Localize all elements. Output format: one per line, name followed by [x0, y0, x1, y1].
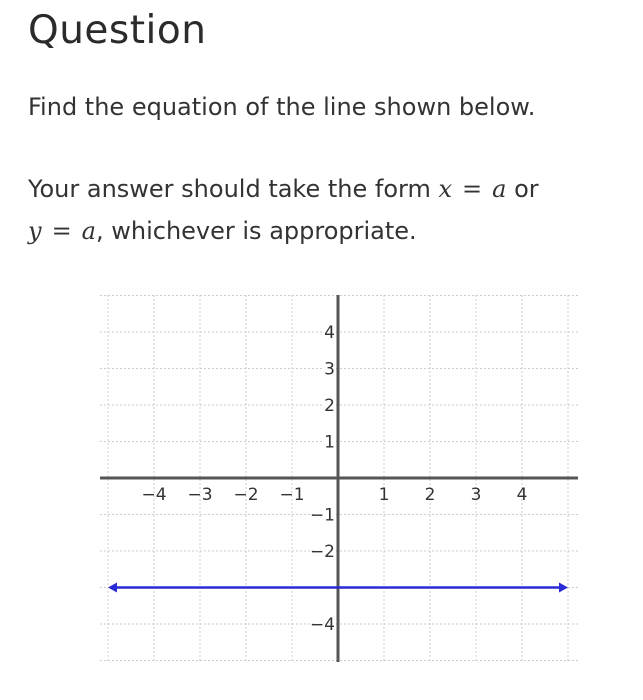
instruction-prefix: Your answer should take the form — [28, 175, 439, 203]
arrow-left-icon — [108, 583, 117, 593]
y-tick-label: −4 — [309, 615, 335, 635]
y-tick-label: −2 — [309, 542, 335, 562]
instruction-text: Find the equation of the line shown below. — [28, 93, 536, 121]
math-x-variable: x — [438, 175, 453, 203]
arrow-right-icon — [559, 583, 568, 593]
math-equals-sign: = — [462, 175, 483, 203]
x-tick-label: 3 — [470, 485, 482, 505]
x-tick-label: −1 — [279, 485, 305, 505]
x-tick-label: 1 — [378, 485, 390, 505]
y-tick-label: 2 — [324, 396, 335, 416]
x-tick-label: −3 — [187, 485, 213, 505]
math-y-variable: y — [28, 217, 42, 245]
y-tick-label: 4 — [324, 323, 335, 343]
math-a-constant-2: a — [81, 217, 96, 245]
x-tick-label: −2 — [233, 485, 259, 505]
x-tick-label: −4 — [141, 485, 167, 505]
y-tick-label: 1 — [324, 432, 335, 453]
math-equals-sign-2: = — [51, 217, 72, 245]
instruction-suffix: , whichever is appropriate. — [95, 217, 417, 245]
y-tick-label: 3 — [324, 359, 335, 380]
math-a-constant: a — [492, 175, 507, 203]
x-tick-label: 4 — [516, 485, 528, 505]
or-text: or — [506, 175, 539, 203]
y-tick-label: −1 — [309, 505, 335, 526]
x-tick-label: 2 — [424, 485, 436, 505]
question-heading: Question — [28, 8, 207, 53]
